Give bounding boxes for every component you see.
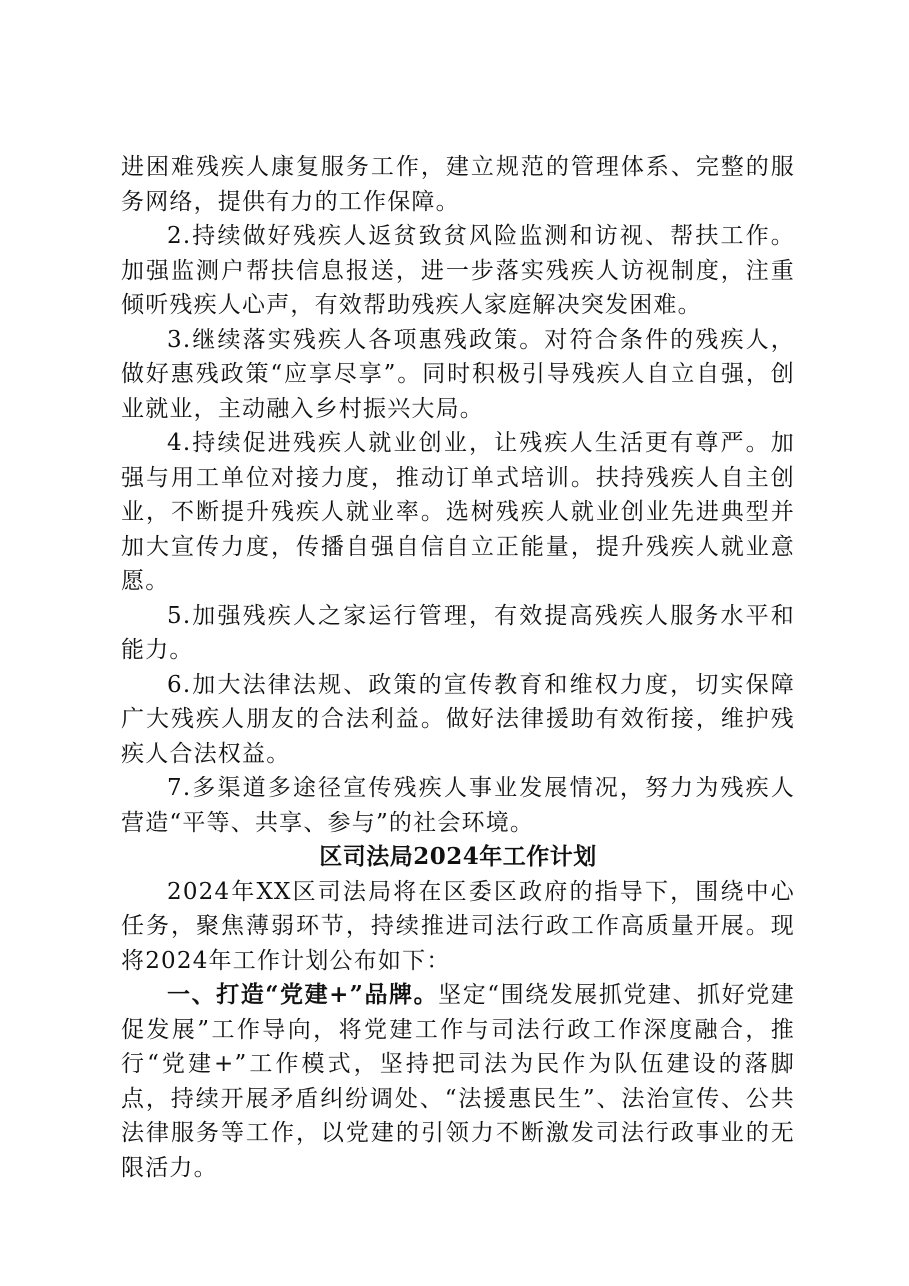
paragraph-item-4: 4.持续促进残疾人就业创业，让残疾人生活更有尊严。加强与用工单位对接力度，推动订单式培训。扶持残疾人自主创业，不断提升残疾人就业率。选树残疾人就业创业先进典型并加大宣传力度，传播自强自信自立正能量，提升残疾人就业意愿。 bbox=[121, 430, 795, 594]
intro-paragraph: 2024年XX区司法局将在区委区政府的指导下，围绕中心任务，聚焦薄弱环节，持续推进司法行政工作高质量开展。现将2024年工作计划公布如下： bbox=[121, 878, 795, 974]
item-1-paragraph bbox=[121, 978, 795, 1185]
item-1-heading: 一、打造“党建+”品牌。 bbox=[167, 981, 439, 1008]
paragraph-item-3: 3.继续落实残疾人各项惠残政策。对符合条件的残疾人，做好惠残政策“应享尽享”。同时积极引导残疾人自立自强，创业就业，主动融入乡村振兴大局。 bbox=[121, 326, 795, 422]
section-title: 区司法局2024年工作计划 bbox=[319, 843, 597, 870]
paragraph-item-2: 2.持续做好残疾人返贫致贫风险监测和访视、帮扶工作。加强监测户帮扶信息报送，进一步落实残疾人访视制度，注重倾听残疾人心声，有效帮助残疾人家庭解决突发困难。 bbox=[121, 223, 795, 318]
paragraph-item-7: 7.多渠道多途径宣传残疾人事业发展情况，努力为残疾人营造“平等、共享、参与”的社会环境。 bbox=[121, 775, 795, 836]
paragraph-item-5: 5.加强残疾人之家运行管理，有效提高残疾人服务水平和能力。 bbox=[121, 602, 795, 663]
item-1-body: 坚定“围绕发展抓党建、抓好党建促发展”工作导向，将党建工作与司法行政工作深度融合，推行“党建+”工作模式，坚持把司法为民作为队伍建设的落脚点，持续开展矛盾纠纷调处、“法援惠民生”、法治宣传、公共法律服务等工作，以党建的引领力不断激发司法行政事业的无限活力。 bbox=[121, 982, 795, 1181]
paragraph-continuation: 进困难残疾人康复服务工作，建立规范的管理体系、完整的服务网络，提供有力的工作保障。 bbox=[121, 154, 795, 215]
document-page bbox=[121, 150, 795, 1185]
paragraph-item-6: 6.加大法律法规、政策的宣传教育和维权力度，切实保障广大残疾人朋友的合法利益。做好法律援助有效衔接，维护残疾人合法权益。 bbox=[121, 671, 795, 767]
